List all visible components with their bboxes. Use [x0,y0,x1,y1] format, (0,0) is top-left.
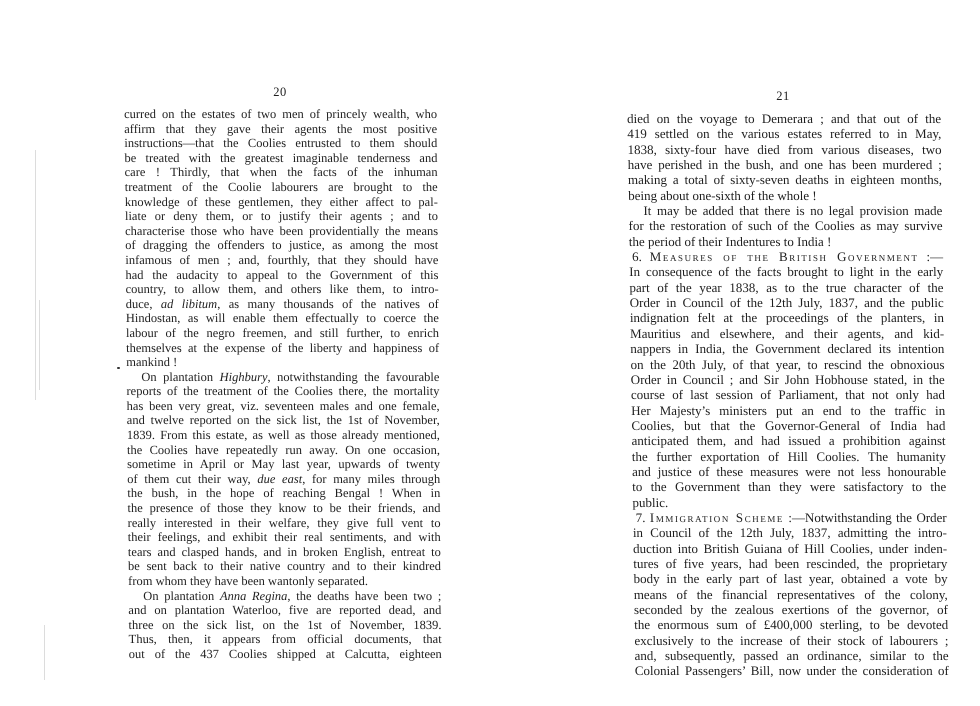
text-line: Her Majesty’s ministers put an end to the traffic in [631,402,946,418]
paragraph [629,249,947,510]
text-line: nappers in India, the Government declared its intention [630,341,945,357]
text-line: from whom they have been wantonly separated. [128,574,369,588]
text-line: on the 20th July, of that year, to rescind the obnoxious [630,356,945,372]
text-line: in Council of the 12th July, 1837, admitting the intro- [632,525,947,541]
text-line: infamous of men ; and, fourthly, that they should have [125,252,439,267]
text-line: and on plantation Waterloo, five are reported dead, and [128,603,442,618]
text-line: themselves at the expense of the liberty and happiness of [126,340,440,355]
text-line: anticipated them, and had issued a prohibition against [631,433,946,449]
text-line: duction into British Guiana of Hill Coolies, under inden- [632,540,948,556]
small-caps-heading: Immigration Scheme [649,509,785,525]
text-segment: duce, [125,296,161,311]
text-line: curred on the estates of two men of princely wealth, who [124,107,438,121]
text-segment: On plantation [141,369,220,384]
text-line: It may be added that there is no legal provision made [643,203,943,219]
text-line: the enormous sum of £400,000 sterling, to be devoted [634,617,949,633]
scan-mark [44,625,45,680]
text-line: being about one-sixth of the whole ! [628,187,817,203]
text-line: tures of five years, had been rescinded, the proprietary [633,555,948,571]
text-line: their feelings, and exhibit their real sentiments, and with [127,530,441,545]
paragraph [628,203,943,249]
page-right [490,0,980,706]
text-line: making a total of sixty-seven deaths in eighteen months, [627,172,943,188]
text-line: Order in Council of the 12th July, 1837, and the public [629,295,944,311]
text-segment: , for many miles through [302,471,441,486]
text-segment: On plantation [143,588,220,603]
paragraph [124,107,439,370]
italic-text: ad libitum [160,296,218,311]
text-line: country, to allow them, and others like them, to intro- [125,282,439,297]
text-segment: :—Notwithstanding the Order [783,509,947,525]
text-line: public. [632,494,669,510]
text-segment: , as many thousands of the natives of [217,296,439,311]
text-line: be sent back to their native country and to their kindred [127,559,442,574]
text-line: exclusively to the increase of their stock of labourers ; [634,632,949,648]
text-line [126,370,439,385]
paragraph [633,510,949,679]
paragraph [128,589,442,662]
scan-mark [39,300,40,390]
text-line: Colonial Passengers’ Bill, now under the consideration of [634,663,949,679]
text-line: died on the voyage to Demerara ; and that out of the [627,111,942,126]
page-number: 20 [273,85,287,99]
text-line: for the restoration of such of the Coolies as may survive [628,218,943,234]
text-line [127,472,440,487]
text-line: characterise those who have been providentially the means [125,223,439,238]
text-line: In consequence of the facts brought to light in the early [629,264,944,280]
text-segment: of them cut their way, [127,471,258,486]
text-line [633,510,947,525]
text-line: have perished in the bush, and one has been murdered ; [627,157,942,173]
text-line: out of the 437 Coolies shipped at Calcutta, eighteen [128,646,442,661]
page-number: 21 [776,89,790,103]
text-line: instructions—that the Coolies entrusted to them should [124,136,438,151]
text-line: the bush, in the hope of reaching Bengal ! When in [127,486,441,501]
text-line: indignation felt at the proceedings of the planters, in [629,310,944,326]
text-line: Hindostan, as will enable them effectually to coerce the [125,311,439,326]
body-text [627,111,949,679]
scan-mark [35,150,36,400]
text-line [629,249,943,264]
text-line: and, subsequently, passed an ordinance, similar to the [634,648,949,664]
text-line: Mauritius and elsewhere, and their agents, and kid- [629,325,945,341]
text-line: the presence of those they know to be their friends, and [127,501,441,516]
text-line: labour of the negro freemen, and still further, to enrich [125,325,440,340]
text-line: Order in Council ; and Sir John Hobhouse stated, in the [630,371,945,387]
text-line: three on the sick list, on the 1st of November, 1839. [128,617,442,632]
text-segment: 6. [631,249,650,265]
text-line: part of the year 1838, as to the true character of the [629,279,944,295]
text-line: be treated with the greatest imaginable tenderness and [124,150,438,165]
text-line: of dragging the offenders to justice, as among the most [125,238,439,253]
paragraph [627,111,942,203]
text-line: has been very great, viz. seventeen males and one female, [126,398,440,413]
text-line: Coolies, but that the Governor-General of India had [631,417,946,433]
text-line [126,297,439,312]
text-line: tears and clasped hands, and in broken English, entreat to [127,544,441,559]
italic-text: Highbury [219,369,268,384]
text-line: treatment of the Coolie labourers are brought to the [124,179,438,194]
text-line: the period of their Indentures to India ! [628,233,832,249]
paragraph [126,370,441,589]
text-line: to the Government than they were satisfactory to the [632,479,947,495]
text-line: seconded by the zealous exertions of the governor, of [633,602,949,617]
text-line: knowledge of these gentlemen, they either affect to pal- [124,194,438,209]
text-line: mankind ! [126,355,178,370]
text-line: sometime in April or May last year, upwards of twenty [127,457,441,472]
text-segment: 7. [635,509,650,525]
italic-text: due east [257,471,303,486]
text-line: 1838, sixty-four have died from various diseases, two [627,141,942,157]
text-line: and twelve reported on the sick list, the 1st of November, [126,413,440,428]
body-text [124,107,442,662]
text-line: Thus, then, it appears from official documents, that [128,632,442,647]
text-line: had the audacity to appeal to the Government of this [125,267,439,282]
text-segment: , the deaths have been two ; [287,588,442,603]
text-line: the Coolies have repeatedly run away. On one occasion, [126,442,441,457]
text-line: reports of the treatment of the Coolies there, the mortality [126,384,440,399]
text-line: care ! Thirdly, that when the facts of the inhuman [124,165,438,180]
text-line: the further exportation of Hill Coolies. The humanity [631,448,946,464]
small-caps-heading: Measures of the British Government [649,249,919,265]
text-line: 419 settled on the various estates referred to in May, [627,126,942,142]
scan-mark [117,367,120,369]
text-line: course of last session of Parliament, that not only had [630,387,946,403]
text-line: liate or deny them, or to justify their agents ; and to [124,209,439,224]
text-line: means of the financial representatives of the colony, [633,586,948,602]
text-segment: , notwithstanding the favourable [267,369,440,384]
text-line: body in the early part of last year, obtained a vote by [633,571,948,587]
text-line: affirm that they gave their agents the most positive [124,121,438,136]
text-line [128,589,441,604]
text-segment: :— [918,249,944,265]
text-line: and justice of these measures were not less honourable [631,463,947,479]
text-line: really interested in their welfare, they give full vent to [127,515,441,530]
italic-text: Anna Regina [219,588,288,603]
text-line: 1839. From this estate, as well as those already mentioned, [126,428,440,443]
